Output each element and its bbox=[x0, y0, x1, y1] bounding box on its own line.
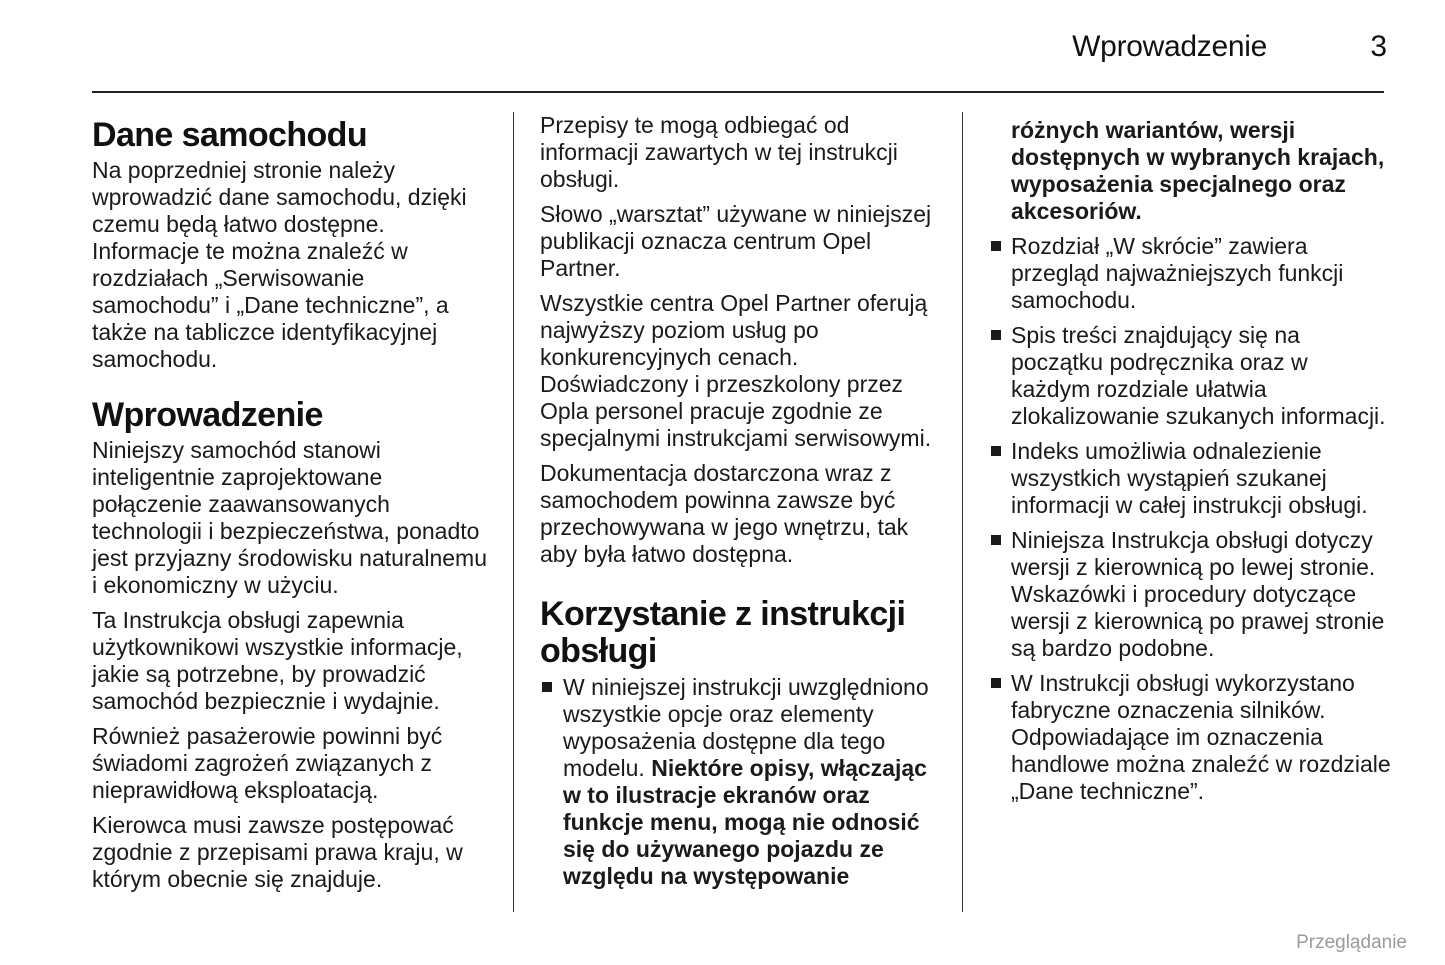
bullet-text: W niniejszej instrukcji uwzględniono wszystkie opcje oraz elementy wyposażenia dostępne dla tego modelu. bbox=[563, 674, 929, 781]
list-item bbox=[1011, 670, 1393, 805]
body-paragraph: Wszystkie centra Opel Partner oferują najwyższy poziom usług po konkurencyjnych cenach. Doświadczony i przeszkolony przez Opla personel pracuje zgodnie ze specjalnymi instrukcjami serwisowymi. bbox=[540, 290, 932, 451]
section-heading-intro: Wprowadzenie bbox=[92, 396, 323, 434]
footer-watermark-text: Przeglądanie bbox=[1296, 932, 1407, 953]
intro-paragraph: Również pasażerowie powinni być świadomi zagrożeń związanych z nieprawidłową eksploatacją. bbox=[92, 723, 443, 803]
bullet-text: Niniejsza Instrukcja obsługi dotyczy wersji z kierownicą po lewej stronie. Wskazówki i procedury dotyczące wersji z kierownicą po prawej stronie są bardzo podobne. bbox=[1011, 527, 1385, 661]
section-heading-car-data: Dane samochodu bbox=[92, 116, 367, 154]
intro-paragraph: Niniejszy samochód stanowi inteligentnie zaprojektowane połączenie zaawansowanych technologii i bezpieczeństwa, ponadto jest przyjazny środowisku naturalnemu i ekonomiczny w użyciu. bbox=[92, 437, 488, 598]
square-bullet-icon bbox=[542, 682, 552, 692]
list-item bbox=[1011, 527, 1393, 662]
header-divider bbox=[92, 91, 1384, 93]
bullet-continuation-bold: różnych wariantów, wersji dostępnych w wybranych krajach, wyposażenia specjalnego oraz akcesoriów. bbox=[1011, 117, 1385, 224]
list-item bbox=[1011, 322, 1393, 430]
bullet-text: Rozdział „W skrócie” zawiera przegląd najważniejszych funkcji samochodu. bbox=[1011, 233, 1344, 313]
square-bullet-icon bbox=[991, 241, 1001, 251]
bullet-text: Spis treści znajdujący się na początku podręcznika oraz w każdym rozdziale ułatwia zlokalizowanie szukanych informacji. bbox=[1011, 322, 1386, 429]
column-2 bbox=[540, 112, 940, 912]
car-data-paragraph: Na poprzedniej stronie należy wprowadzić dane samochodu, dzięki czemu będą łatwo dostępne. Informacje te można znaleźć w rozdziałach „Serwisowanie samochodu” i „Dane techniczne”, a także na tabliczce identyfikacyjnej samochodu. bbox=[92, 157, 467, 372]
page-number: 3 bbox=[1370, 30, 1387, 63]
column-1 bbox=[92, 112, 492, 912]
bullet-text: W Instrukcji obsługi wykorzystano fabryczne oznaczenia silników. Odpowiadające im oznaczenia handlowe można znaleźć w rozdziale „Dane techniczne”. bbox=[1011, 670, 1391, 804]
body-paragraph: Słowo „warsztat” używane w niniejszej publikacji oznacza centrum Opel Partner. bbox=[540, 201, 932, 281]
usage-bullet-list bbox=[563, 674, 940, 890]
column-divider-2 bbox=[962, 112, 963, 912]
list-item bbox=[563, 674, 940, 890]
square-bullet-icon bbox=[991, 330, 1001, 340]
square-bullet-icon bbox=[991, 446, 1001, 456]
column-3 bbox=[1011, 112, 1393, 912]
square-bullet-icon bbox=[991, 535, 1001, 545]
usage-bullet-list-continued bbox=[1011, 233, 1393, 805]
body-paragraph: Przepisy te mogą odbiegać od informacji zawartych w tej instrukcji obsługi. bbox=[540, 112, 898, 192]
section-heading-usage: Korzystanie z instrukcji obsługi bbox=[540, 595, 906, 670]
page-header-title: Wprowadzenie bbox=[1072, 30, 1267, 63]
list-item bbox=[1011, 233, 1393, 314]
column-divider-1 bbox=[513, 112, 514, 912]
square-bullet-icon bbox=[991, 678, 1001, 688]
intro-paragraph: Ta Instrukcja obsługi zapewnia użytkownikowi wszystkie informacje, jakie są potrzebne, by prowadzić samochód bezpiecznie i wydajnie. bbox=[92, 607, 463, 714]
bullet-text-bold: Niektóre opisy, włączając w to ilustracje ekranów oraz funkcje menu, mogą nie odnosić się do używanego pojazdu ze względu na występowanie bbox=[563, 755, 927, 889]
bullet-text: Indeks umożliwia odnalezienie wszystkich wystąpień szukanej informacji w całej instrukcji obsługi. bbox=[1011, 438, 1368, 518]
list-item bbox=[1011, 438, 1393, 519]
body-paragraph: Dokumentacja dostarczona wraz z samochodem powinna zawsze być przechowywana w jego wnętrzu, tak aby była łatwo dostępna. bbox=[540, 460, 909, 567]
intro-paragraph: Kierowca musi zawsze postępować zgodnie z przepisami prawa kraju, w którym obecnie się znajduje. bbox=[92, 812, 463, 892]
